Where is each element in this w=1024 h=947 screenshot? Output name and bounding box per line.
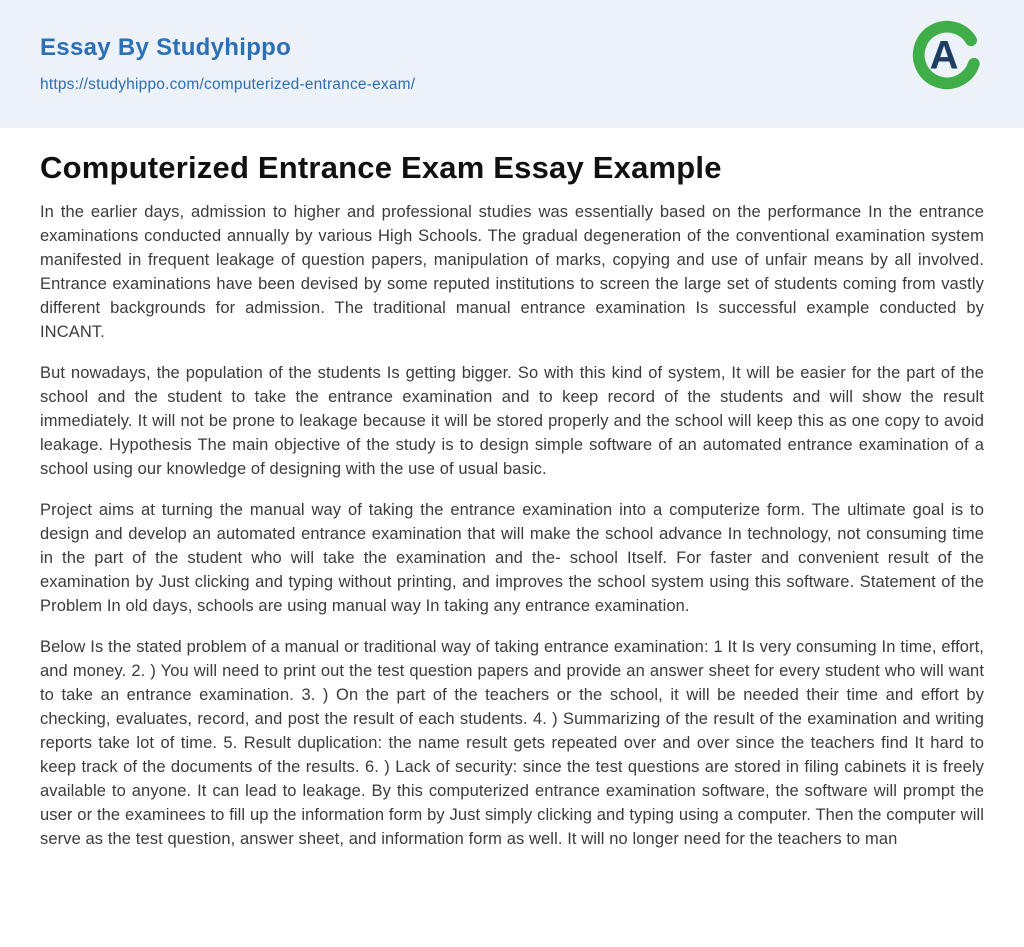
essay-paragraph-3: Project aims at turning the manual way of taking the entrance examination into a computerize form. The ultimate goal is to design and develop an automated entrance examination that will make the school advance In technology, not consuming time in the part of the student who will take the examination and the- school Itself. For faster and convenient result of the examination by Just clicking and typing without printing, and improves the school system using this software. Statement of the Problem In old days, schools are using manual way In taking any entrance examination. bbox=[40, 501, 984, 615]
article-url-link[interactable]: https://studyhippo.com/computerized-entrance-exam/ bbox=[40, 76, 416, 93]
site-title: Essay By Studyhippo bbox=[40, 34, 292, 61]
essay-paragraph-2: But nowadays, the population of the students Is getting bigger. So with this kind of system, It will be easier for the part of the school and the student to take the entrance examination and to keep record of the students and will show the result immediately. It will not be prone to leakage because it will be stored properly and the school will keep this as one copy to avoid leakage. Hypothesis The main objective of the study is to design simple software of an automated entrance examination of a school using our knowledge of designing with the use of usual basic. bbox=[40, 364, 984, 478]
essay-paragraph-4: Below Is the stated problem of a manual or traditional way of taking entrance examination: 1 It Is very consuming In time, effort, and money. 2. ) You will need to print out the test question papers and provide an answer sheet for every student who will want to take an entrance examination. 3. ) On the part of the teachers or the school, it will be needed their time and effort by checking, evaluates, record, and post the result of each students. 4. ) Summarizing of the result of the examination and writing reports take lot of time. 5. Result duplication: the name result gets repeated over and over since the teachers find It hard to keep track of the documents of the results. 6. ) Lack of security: since the test questions are stored in filing cabinets it is freely available to anyone. It can lead to leakage. By this computerized entrance examination software, the software will prompt the user or the examinees to fill up the information form by Just simply clicking and typing using a computer. Then the computer will serve as the test question, answer sheet, and information form as well. It will no longer need for the teachers to man bbox=[40, 638, 984, 848]
page-header bbox=[0, 0, 1024, 128]
logo-icon bbox=[908, 16, 986, 94]
studyhippo-logo bbox=[908, 16, 986, 94]
essay-paragraph-1: In the earlier days, admission to higher and professional studies was essentially based on the performance In the entrance examinations conducted annually by various High Schools. The gradual degeneration of the conventional examination system manifested in frequent leakage of question papers, manipulation of marks, copying and use of unfair means by all involved. Entrance examinations have been devised by some reputed institutions to screen the large set of students coming from vastly different backgrounds for admission. The traditional manual entrance examination Is successful example conducted by INCANT. bbox=[40, 203, 984, 341]
logo-letter: A bbox=[929, 33, 959, 78]
article-content bbox=[0, 128, 1024, 881]
article-title: Computerized Entrance Exam Essay Example bbox=[40, 150, 722, 185]
